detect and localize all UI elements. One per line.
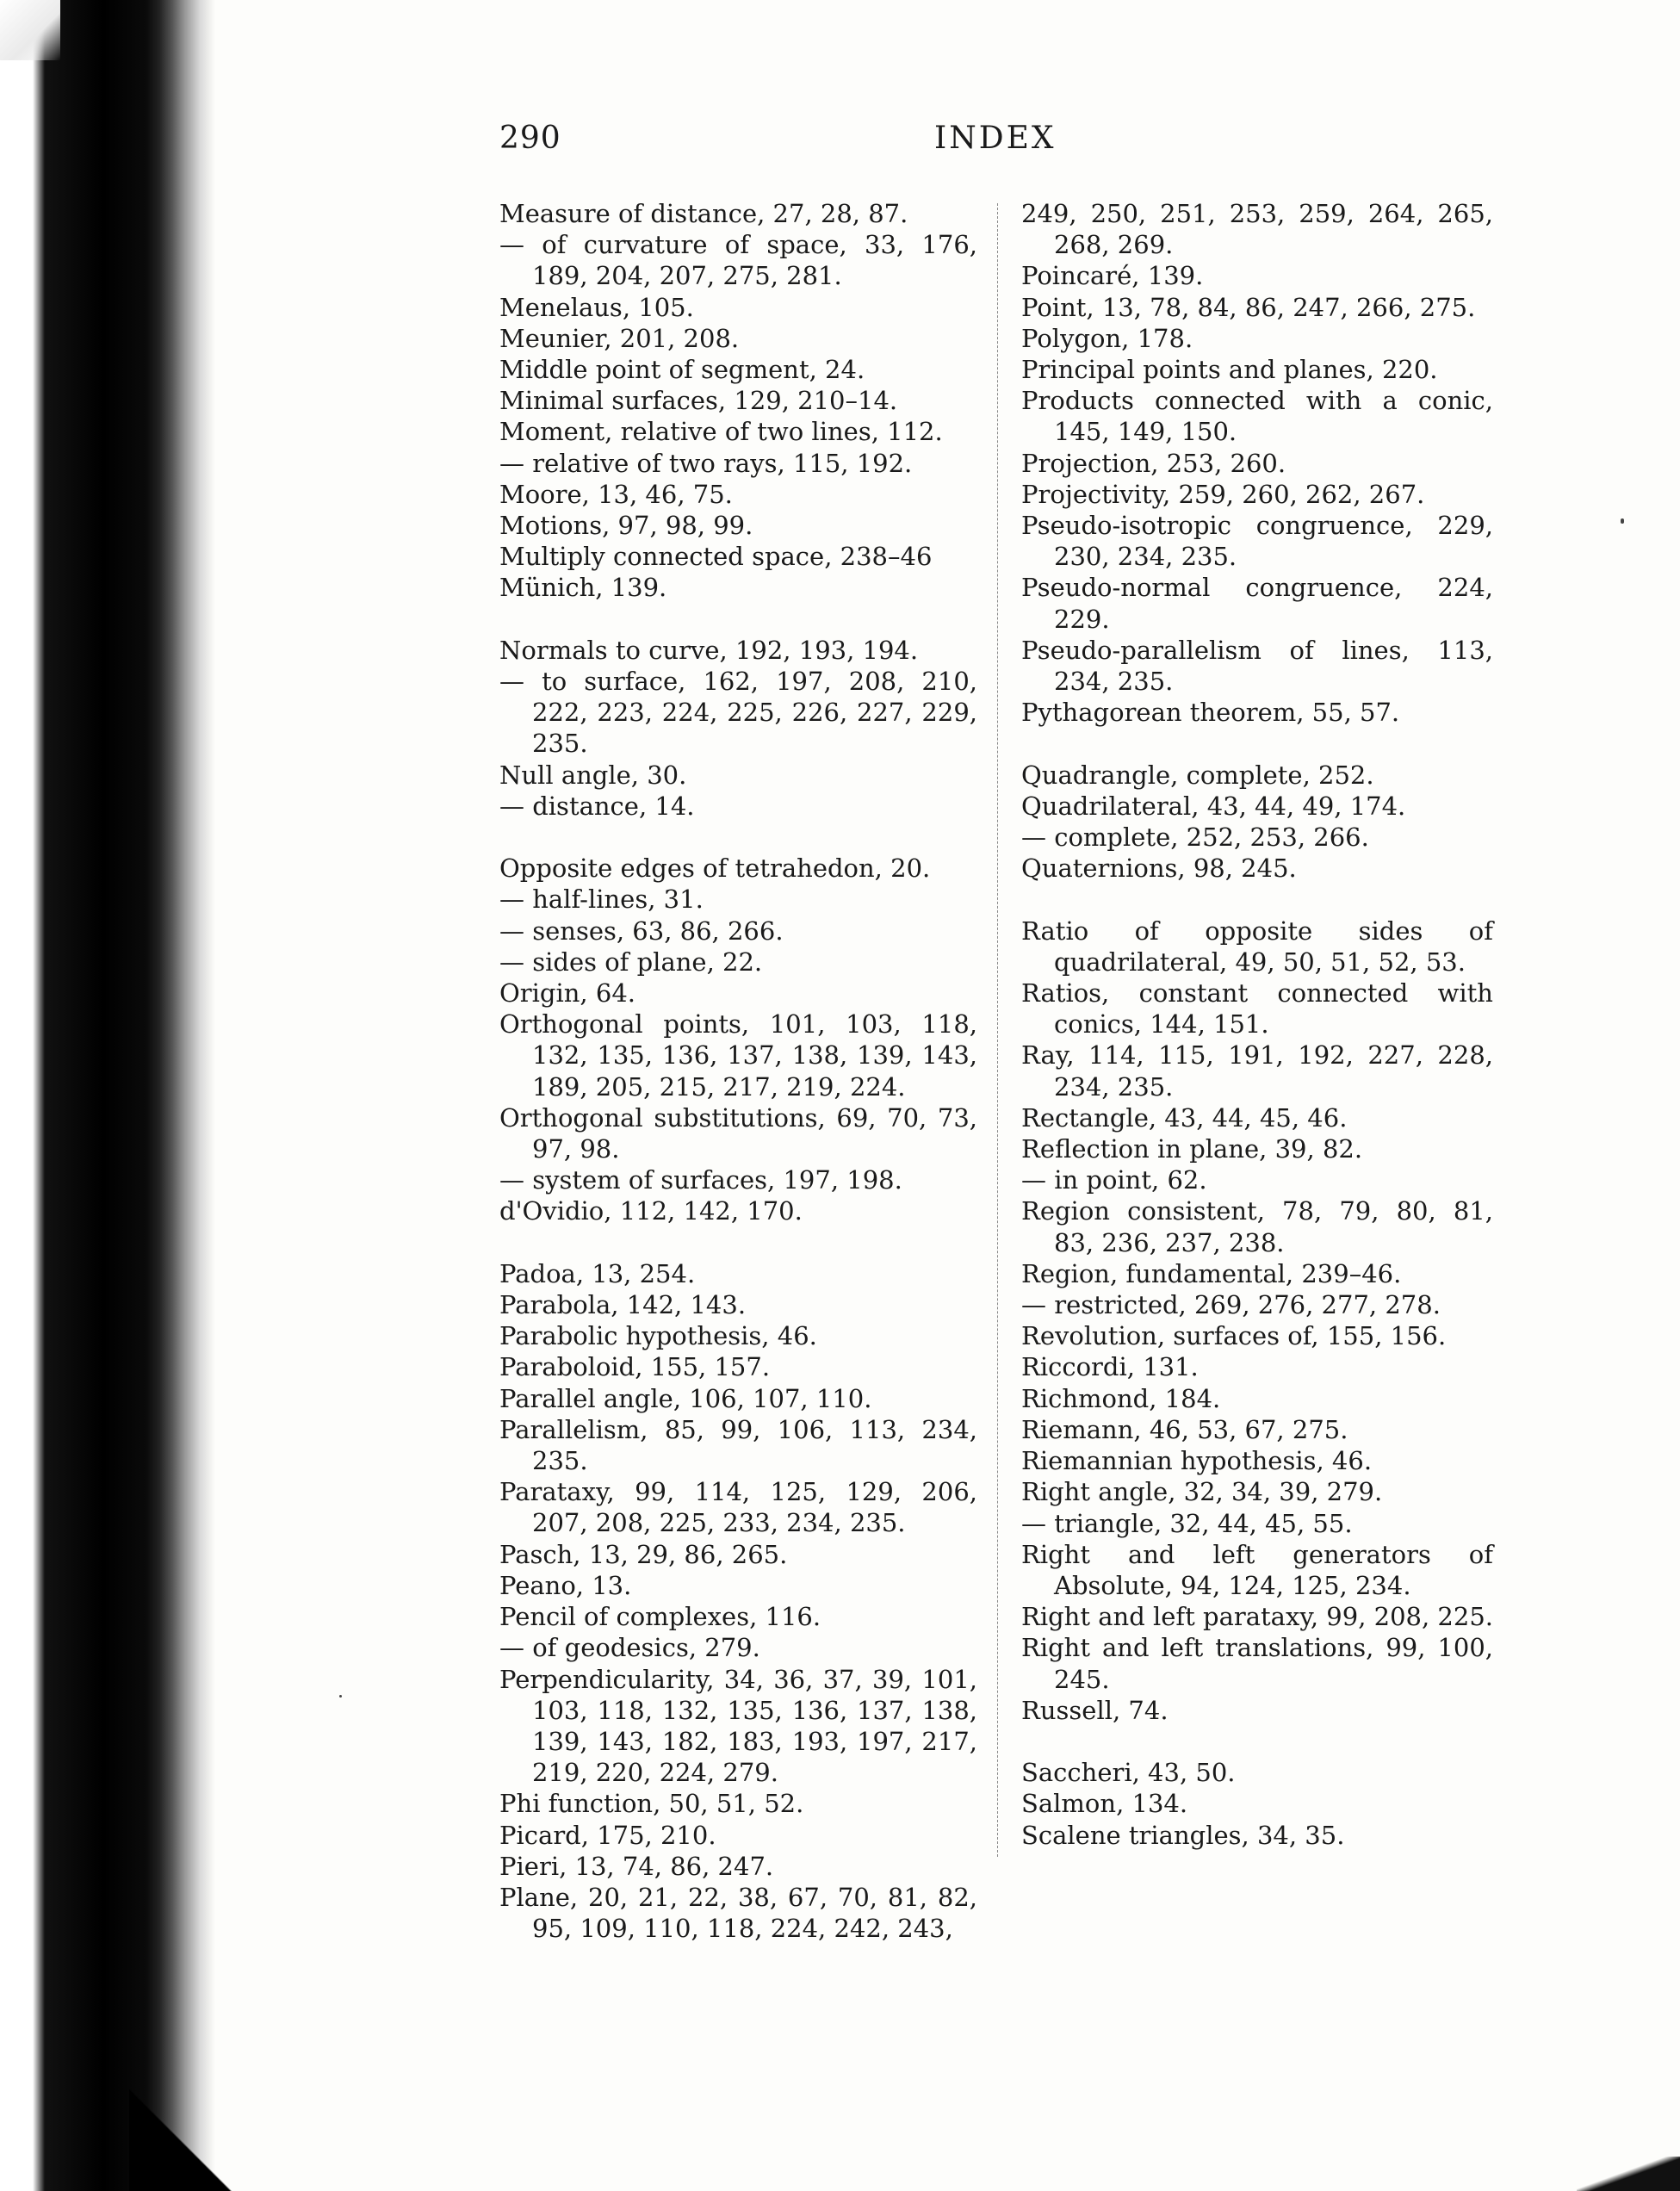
scan-speck [339, 1695, 342, 1698]
index-entry: Picard, 175, 210. [499, 1820, 716, 1850]
section-gap [499, 604, 977, 635]
section-gap [499, 822, 977, 853]
index-entry: Richmond, 184. [1021, 1383, 1221, 1413]
index-entry: Middle point of segment, 24. [499, 355, 865, 385]
index-entry: — senses, 63, 86, 266. [499, 916, 784, 946]
index-entry: Right and left translations, 99, 100, 245. [1021, 1633, 1493, 1694]
index-entry: 249, 250, 251, 253, 259, 264, 265, 268, 269. [1021, 199, 1493, 260]
index-entry: Revolution, surfaces of, 155, 156. [1021, 1321, 1447, 1351]
index-entry: Riccordi, 131. [1021, 1352, 1199, 1382]
index-entry: — to surface, 162, 197, 208, 210, 222, 223, 224, 225, 226, 227, 229, 235. [499, 667, 977, 759]
binding-edge [0, 0, 215, 2191]
index-entry: Phi function, 50, 51, 52. [499, 1789, 804, 1819]
index-entry: — system of surfaces, 197, 198. [499, 1165, 902, 1195]
index-entry: Right and left generators of Absolute, 94, 124, 125, 234. [1021, 1539, 1493, 1600]
index-entry: Null angle, 30. [499, 760, 687, 790]
index-entry: Polygon, 178. [1021, 323, 1193, 353]
index-entry: Plane, 20, 21, 22, 38, 67, 70, 81, 82, 95, 109, 110, 118, 224, 242, 243, [499, 1882, 977, 1944]
index-entry: d'Ovidio, 112, 142, 170. [499, 1196, 803, 1226]
scan-speck [1621, 518, 1624, 524]
index-entry: — relative of two rays, 115, 192. [499, 448, 913, 478]
index-entry: — triangle, 32, 44, 45, 55. [1021, 1508, 1353, 1538]
index-entry: — in point, 62. [1021, 1165, 1207, 1195]
section-gap [499, 1227, 977, 1258]
index-column-right [1021, 198, 1493, 1851]
index-entry: Point, 13, 78, 84, 86, 247, 266, 275. [1021, 292, 1476, 322]
index-entry: Padoa, 13, 254. [499, 1258, 696, 1288]
index-entry: Saccheri, 43, 50. [1021, 1758, 1236, 1788]
index-entry: Paraboloid, 155, 157. [499, 1352, 771, 1382]
index-entry: Salmon, 134. [1021, 1789, 1188, 1819]
index-entry: — of curvature of space, 33, 176, 189, 204, 207, 275, 281. [499, 230, 977, 291]
index-entry: Pseudo-isotropic congruence, 229, 230, 234, 235. [1021, 511, 1493, 572]
index-entry: Pseudo-normal congruence, 224, 229. [1021, 573, 1493, 634]
index-entry: Scalene triangles, 34, 35. [1021, 1820, 1345, 1850]
section-gap [1021, 1726, 1493, 1757]
index-entry: Products connected with a conic, 145, 149, 150. [1021, 386, 1493, 447]
index-entry: Minimal surfaces, 129, 210–14. [499, 386, 898, 416]
index-entry: Parallel angle, 106, 107, 110. [499, 1383, 872, 1413]
page-header [499, 121, 1068, 172]
index-entry: Perpendicularity, 34, 36, 37, 39, 101, 103, 118, 132, 135, 136, 137, 138, 139, 143, 182, 183, 193, 197, 217, 219, 220, 224, 279. [499, 1664, 977, 1788]
index-entry: Menelaus, 105. [499, 292, 694, 322]
index-entry: Ratio of opposite sides of quadrilateral, 49, 50, 51, 52, 53. [1021, 916, 1493, 977]
index-entry: Ratios, constant connected with conics, 144, 151. [1021, 978, 1493, 1040]
index-entry: Parabolic hypothesis, 46. [499, 1321, 817, 1351]
index-entry: Meunier, 201, 208. [499, 323, 740, 353]
column-divider [997, 203, 999, 1857]
index-entry: Reflection in plane, 39, 82. [1021, 1134, 1363, 1164]
index-entry: Russell, 74. [1021, 1695, 1169, 1725]
page-corner-top [0, 0, 60, 60]
index-entry: Principal points and planes, 220. [1021, 355, 1438, 385]
index-entry: Riemannian hypothesis, 46. [1021, 1446, 1373, 1476]
index-entry: Multiply connected space, 238–46 [499, 542, 933, 572]
index-entry: Riemann, 46, 53, 67, 275. [1021, 1414, 1348, 1444]
index-entry: Poincaré, 139. [1021, 261, 1204, 291]
page-number: 290 [499, 121, 561, 156]
binding-shadow-bottom [129, 2070, 232, 2191]
index-entry: — complete, 252, 253, 266. [1021, 822, 1369, 853]
index-entry: Pythagorean theorem, 55, 57. [1021, 698, 1400, 728]
index-entry: — restricted, 269, 276, 277, 278. [1021, 1290, 1441, 1320]
index-entry: Pasch, 13, 29, 86, 265. [499, 1539, 788, 1569]
index-entry: — sides of plane, 22. [499, 947, 763, 977]
index-entry: Pseudo-parallelism of lines, 113, 234, 235. [1021, 635, 1493, 697]
index-entry: — half-lines, 31. [499, 884, 704, 915]
index-entry: Münich, 139. [499, 573, 667, 603]
index-entry: Parataxy, 99, 114, 125, 129, 206, 207, 208, 225, 233, 234, 235. [499, 1477, 977, 1538]
index-entry: Projection, 253, 260. [1021, 448, 1286, 478]
running-title: INDEX [934, 121, 1057, 156]
index-entry: — of geodesics, 279. [499, 1633, 760, 1663]
index-entry: Right angle, 32, 34, 39, 279. [1021, 1477, 1383, 1507]
index-entry: Ray, 114, 115, 191, 192, 227, 228, 234, 235. [1021, 1040, 1493, 1102]
index-entry: Projectivity, 259, 260, 262, 267. [1021, 479, 1425, 509]
index-entry: Moore, 13, 46, 75. [499, 479, 733, 509]
page-corner-shadow [1577, 2157, 1680, 2191]
index-entry: Rectangle, 43, 44, 45, 46. [1021, 1102, 1348, 1133]
index-column-left [499, 198, 977, 1944]
index-entry: Region consistent, 78, 79, 80, 81, 83, 236, 237, 238. [1021, 1196, 1493, 1257]
index-entry: Moment, relative of two lines, 112. [499, 417, 943, 447]
index-entry: Peano, 13. [499, 1570, 632, 1600]
index-entry: Parabola, 142, 143. [499, 1290, 747, 1320]
index-entry: Right and left parataxy, 99, 208, 225. [1021, 1602, 1493, 1632]
index-entry: Quaternions, 98, 245. [1021, 853, 1297, 884]
index-entry: Normals to curve, 192, 193, 194. [499, 635, 919, 665]
section-gap [1021, 884, 1493, 915]
index-entry: Region, fundamental, 239–46. [1021, 1258, 1402, 1288]
index-entry: Orthogonal points, 101, 103, 118, 132, 135, 136, 137, 138, 139, 143, 189, 205, 215, 217, 219, 224. [499, 1009, 977, 1102]
section-gap [1021, 728, 1493, 759]
index-entry: Motions, 97, 98, 99. [499, 511, 753, 541]
index-entry: Opposite edges of tetrahedon, 20. [499, 853, 931, 884]
index-entry: Quadrangle, complete, 252. [1021, 760, 1374, 790]
index-entry: Pieri, 13, 74, 86, 247. [499, 1851, 774, 1881]
index-entry: Parallelism, 85, 99, 106, 113, 234, 235. [499, 1414, 977, 1476]
index-entry: Measure of distance, 27, 28, 87. [499, 199, 908, 228]
index-entry: Quadrilateral, 43, 44, 49, 174. [1021, 791, 1406, 821]
index-entry: Pencil of complexes, 116. [499, 1602, 821, 1632]
index-entry: — distance, 14. [499, 791, 695, 821]
index-entry: Orthogonal substitutions, 69, 70, 73, 97, 98. [499, 1102, 977, 1164]
index-entry: Origin, 64. [499, 978, 635, 1009]
